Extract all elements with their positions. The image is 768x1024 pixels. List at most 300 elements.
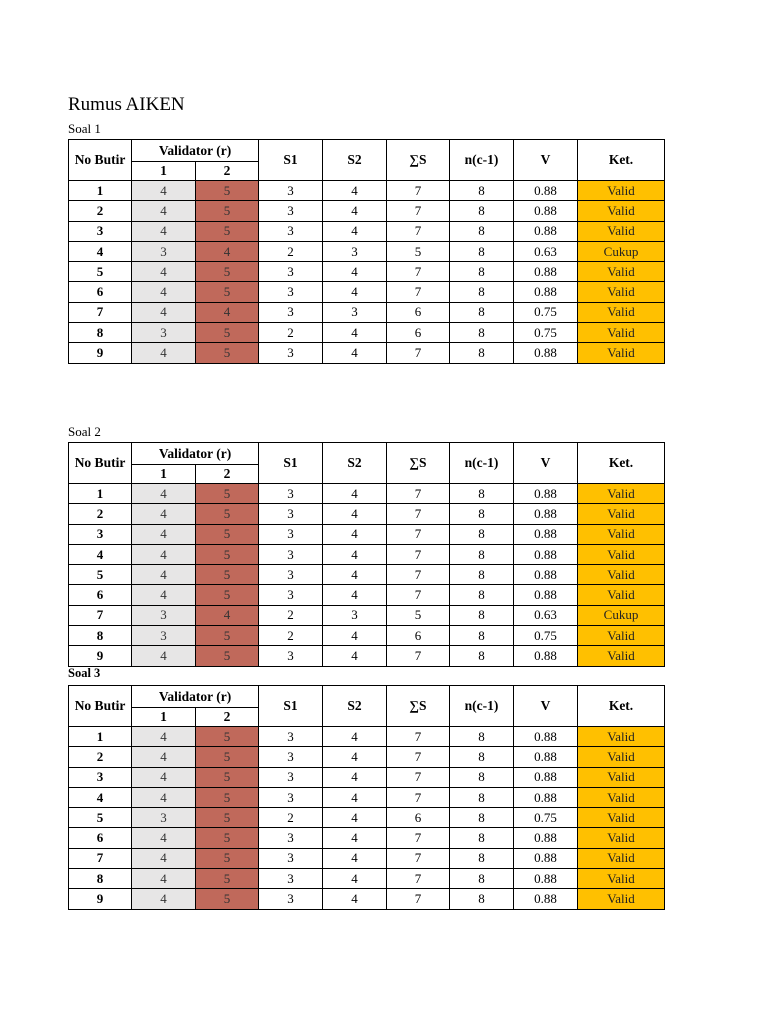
cell-ket: Valid: [578, 221, 665, 241]
cell-sum-s: 7: [387, 343, 450, 363]
cell-no-butir: 4: [69, 241, 132, 261]
cell-no-butir: 1: [69, 484, 132, 504]
cell-v: 0.88: [514, 282, 578, 302]
cell-no-butir: 2: [69, 747, 132, 767]
header-s2: S2: [323, 443, 387, 484]
cell-no-butir: 4: [69, 544, 132, 564]
cell-s1: 3: [259, 585, 323, 605]
table-row: [69, 565, 665, 585]
cell-validator-2: 5: [196, 585, 259, 605]
cell-s1: 3: [259, 343, 323, 363]
header-no-butir: No Butir: [69, 686, 132, 727]
cell-validator-1: 4: [132, 565, 196, 585]
cell-s2: 4: [323, 828, 387, 848]
table-row: [69, 241, 665, 261]
cell-sum-s: 7: [387, 869, 450, 889]
cell-s2: 4: [323, 282, 387, 302]
header-s1: S1: [259, 443, 323, 484]
cell-validator-1: 4: [132, 262, 196, 282]
cell-no-butir: 3: [69, 767, 132, 787]
cell-s2: 4: [323, 808, 387, 828]
cell-n-c-minus-1: 8: [450, 727, 514, 747]
cell-validator-1: 4: [132, 343, 196, 363]
cell-ket: Valid: [578, 767, 665, 787]
cell-s2: 4: [323, 747, 387, 767]
cell-s2: 4: [323, 889, 387, 909]
cell-s1: 3: [259, 565, 323, 585]
cell-s1: 3: [259, 646, 323, 666]
cell-s2: 4: [323, 201, 387, 221]
cell-n-c-minus-1: 8: [450, 262, 514, 282]
cell-sum-s: 6: [387, 323, 450, 343]
cell-v: 0.88: [514, 585, 578, 605]
cell-s1: 3: [259, 767, 323, 787]
cell-ket: Valid: [578, 201, 665, 221]
table-row: [69, 504, 665, 524]
aiken-table-soal-1: [68, 139, 665, 364]
cell-n-c-minus-1: 8: [450, 241, 514, 261]
cell-v: 0.88: [514, 524, 578, 544]
cell-validator-1: 4: [132, 544, 196, 564]
page-title: Rumus AIKEN: [68, 94, 185, 115]
cell-validator-1: 4: [132, 504, 196, 524]
cell-s1: 3: [259, 727, 323, 747]
cell-sum-s: 7: [387, 767, 450, 787]
cell-n-c-minus-1: 8: [450, 201, 514, 221]
cell-ket: Valid: [578, 181, 665, 201]
cell-v: 0.88: [514, 767, 578, 787]
cell-validator-2: 5: [196, 626, 259, 646]
cell-validator-1: 4: [132, 585, 196, 605]
cell-validator-1: 4: [132, 181, 196, 201]
aiken-table-soal-2: [68, 442, 665, 667]
cell-no-butir: 3: [69, 221, 132, 241]
cell-validator-2: 5: [196, 282, 259, 302]
cell-s2: 4: [323, 848, 387, 868]
header-s2: S2: [323, 140, 387, 181]
header-ket: Ket.: [578, 140, 665, 181]
cell-sum-s: 7: [387, 484, 450, 504]
cell-validator-2: 5: [196, 181, 259, 201]
cell-ket: Valid: [578, 828, 665, 848]
cell-no-butir: 2: [69, 504, 132, 524]
cell-no-butir: 7: [69, 302, 132, 322]
header-s1: S1: [259, 140, 323, 181]
cell-no-butir: 9: [69, 343, 132, 363]
cell-s2: 4: [323, 626, 387, 646]
cell-v: 0.75: [514, 808, 578, 828]
cell-validator-2: 5: [196, 848, 259, 868]
aiken-table-soal-3: [68, 685, 665, 910]
cell-v: 0.88: [514, 848, 578, 868]
cell-n-c-minus-1: 8: [450, 605, 514, 625]
table-row: [69, 626, 665, 646]
cell-s2: 4: [323, 869, 387, 889]
header-ket: Ket.: [578, 443, 665, 484]
cell-ket: Valid: [578, 544, 665, 564]
table-row: [69, 181, 665, 201]
cell-validator-2: 5: [196, 787, 259, 807]
cell-n-c-minus-1: 8: [450, 626, 514, 646]
cell-s2: 4: [323, 544, 387, 564]
cell-sum-s: 7: [387, 727, 450, 747]
cell-no-butir: 1: [69, 181, 132, 201]
cell-ket: Cukup: [578, 605, 665, 625]
cell-v: 0.75: [514, 626, 578, 646]
cell-n-c-minus-1: 8: [450, 767, 514, 787]
cell-validator-1: 4: [132, 282, 196, 302]
cell-validator-2: 4: [196, 302, 259, 322]
cell-validator-2: 5: [196, 828, 259, 848]
cell-s1: 3: [259, 221, 323, 241]
cell-validator-1: 4: [132, 747, 196, 767]
cell-ket: Valid: [578, 524, 665, 544]
cell-sum-s: 7: [387, 646, 450, 666]
cell-v: 0.63: [514, 605, 578, 625]
cell-s2: 4: [323, 504, 387, 524]
cell-s1: 3: [259, 869, 323, 889]
cell-s1: 3: [259, 524, 323, 544]
cell-s2: 4: [323, 767, 387, 787]
header-n-c-minus-1: n(c-1): [450, 686, 514, 727]
header-n-c-minus-1: n(c-1): [450, 140, 514, 181]
cell-validator-1: 4: [132, 869, 196, 889]
cell-sum-s: 7: [387, 787, 450, 807]
cell-sum-s: 7: [387, 828, 450, 848]
cell-ket: Valid: [578, 848, 665, 868]
cell-n-c-minus-1: 8: [450, 646, 514, 666]
cell-no-butir: 2: [69, 201, 132, 221]
cell-sum-s: 7: [387, 262, 450, 282]
cell-ket: Valid: [578, 727, 665, 747]
cell-s2: 4: [323, 524, 387, 544]
cell-n-c-minus-1: 8: [450, 504, 514, 524]
cell-v: 0.88: [514, 221, 578, 241]
cell-s2: 4: [323, 787, 387, 807]
cell-validator-2: 5: [196, 484, 259, 504]
cell-no-butir: 8: [69, 323, 132, 343]
cell-n-c-minus-1: 8: [450, 323, 514, 343]
cell-v: 0.88: [514, 544, 578, 564]
table-body: [69, 181, 665, 364]
cell-validator-2: 5: [196, 747, 259, 767]
cell-validator-2: 5: [196, 808, 259, 828]
table-row: [69, 828, 665, 848]
cell-s1: 2: [259, 241, 323, 261]
cell-sum-s: 7: [387, 524, 450, 544]
cell-no-butir: 4: [69, 787, 132, 807]
cell-s1: 3: [259, 889, 323, 909]
cell-s1: 3: [259, 504, 323, 524]
cell-s1: 3: [259, 302, 323, 322]
cell-ket: Valid: [578, 626, 665, 646]
cell-validator-2: 5: [196, 323, 259, 343]
table-row: [69, 343, 665, 363]
cell-validator-1: 4: [132, 727, 196, 747]
table-row: [69, 302, 665, 322]
table-row: [69, 201, 665, 221]
cell-validator-1: 4: [132, 767, 196, 787]
cell-validator-2: 5: [196, 544, 259, 564]
cell-sum-s: 5: [387, 241, 450, 261]
cell-s1: 3: [259, 262, 323, 282]
cell-no-butir: 8: [69, 626, 132, 646]
cell-n-c-minus-1: 8: [450, 585, 514, 605]
cell-s1: 3: [259, 484, 323, 504]
cell-validator-2: 5: [196, 524, 259, 544]
cell-ket: Valid: [578, 565, 665, 585]
cell-no-butir: 7: [69, 848, 132, 868]
cell-validator-1: 4: [132, 221, 196, 241]
header-validator: Validator (r): [132, 443, 259, 465]
cell-sum-s: 6: [387, 302, 450, 322]
cell-no-butir: 6: [69, 585, 132, 605]
cell-no-butir: 6: [69, 828, 132, 848]
cell-v: 0.88: [514, 565, 578, 585]
cell-s2: 4: [323, 262, 387, 282]
cell-validator-1: 3: [132, 241, 196, 261]
cell-validator-2: 5: [196, 889, 259, 909]
cell-n-c-minus-1: 8: [450, 484, 514, 504]
cell-s2: 3: [323, 241, 387, 261]
cell-sum-s: 7: [387, 565, 450, 585]
cell-v: 0.75: [514, 302, 578, 322]
cell-validator-2: 5: [196, 201, 259, 221]
cell-n-c-minus-1: 8: [450, 828, 514, 848]
cell-no-butir: 3: [69, 524, 132, 544]
cell-v: 0.88: [514, 646, 578, 666]
header-v: V: [514, 443, 578, 484]
cell-n-c-minus-1: 8: [450, 869, 514, 889]
table-row: [69, 787, 665, 807]
cell-n-c-minus-1: 8: [450, 544, 514, 564]
header-v: V: [514, 140, 578, 181]
cell-sum-s: 7: [387, 504, 450, 524]
cell-s2: 4: [323, 585, 387, 605]
table-row: [69, 727, 665, 747]
cell-n-c-minus-1: 8: [450, 282, 514, 302]
header-validator: Validator (r): [132, 140, 259, 162]
cell-validator-1: 4: [132, 848, 196, 868]
cell-n-c-minus-1: 8: [450, 848, 514, 868]
cell-s2: 4: [323, 221, 387, 241]
cell-ket: Valid: [578, 646, 665, 666]
cell-v: 0.88: [514, 262, 578, 282]
table-row: [69, 544, 665, 564]
cell-s2: 3: [323, 302, 387, 322]
cell-n-c-minus-1: 8: [450, 565, 514, 585]
table-row: [69, 848, 665, 868]
header-validator-2: 2: [196, 708, 259, 727]
cell-s2: 4: [323, 181, 387, 201]
table-row: [69, 889, 665, 909]
cell-validator-1: 3: [132, 605, 196, 625]
cell-ket: Cukup: [578, 241, 665, 261]
cell-s1: 3: [259, 181, 323, 201]
cell-validator-1: 3: [132, 808, 196, 828]
cell-sum-s: 7: [387, 848, 450, 868]
table-row: [69, 869, 665, 889]
table-body: [69, 727, 665, 910]
cell-ket: Valid: [578, 869, 665, 889]
cell-sum-s: 7: [387, 747, 450, 767]
cell-n-c-minus-1: 8: [450, 747, 514, 767]
cell-sum-s: 6: [387, 808, 450, 828]
cell-validator-2: 5: [196, 565, 259, 585]
cell-v: 0.88: [514, 869, 578, 889]
cell-s1: 2: [259, 323, 323, 343]
cell-v: 0.63: [514, 241, 578, 261]
header-sum-s: ∑S: [387, 686, 450, 727]
cell-s1: 2: [259, 605, 323, 625]
header-validator-2: 2: [196, 465, 259, 484]
cell-ket: Valid: [578, 323, 665, 343]
header-v: V: [514, 686, 578, 727]
cell-v: 0.88: [514, 747, 578, 767]
cell-s1: 3: [259, 201, 323, 221]
header-validator-1: 1: [132, 465, 196, 484]
cell-validator-2: 5: [196, 343, 259, 363]
cell-ket: Valid: [578, 262, 665, 282]
cell-s1: 3: [259, 787, 323, 807]
cell-v: 0.88: [514, 484, 578, 504]
cell-validator-2: 5: [196, 262, 259, 282]
cell-validator-2: 5: [196, 869, 259, 889]
cell-sum-s: 7: [387, 889, 450, 909]
cell-validator-2: 5: [196, 727, 259, 747]
cell-v: 0.75: [514, 323, 578, 343]
cell-validator-2: 5: [196, 221, 259, 241]
cell-no-butir: 5: [69, 262, 132, 282]
cell-v: 0.88: [514, 727, 578, 747]
cell-no-butir: 8: [69, 869, 132, 889]
cell-no-butir: 9: [69, 646, 132, 666]
cell-s2: 3: [323, 605, 387, 625]
cell-s1: 2: [259, 808, 323, 828]
cell-sum-s: 5: [387, 605, 450, 625]
cell-n-c-minus-1: 8: [450, 302, 514, 322]
header-s1: S1: [259, 686, 323, 727]
cell-n-c-minus-1: 8: [450, 181, 514, 201]
table-row: [69, 808, 665, 828]
cell-n-c-minus-1: 8: [450, 524, 514, 544]
header-no-butir: No Butir: [69, 140, 132, 181]
cell-s1: 3: [259, 828, 323, 848]
cell-validator-1: 4: [132, 828, 196, 848]
cell-sum-s: 7: [387, 282, 450, 302]
cell-validator-1: 3: [132, 323, 196, 343]
table-row: [69, 767, 665, 787]
cell-ket: Valid: [578, 808, 665, 828]
cell-ket: Valid: [578, 282, 665, 302]
cell-validator-2: 5: [196, 646, 259, 666]
table-row: [69, 747, 665, 767]
table-row: [69, 262, 665, 282]
cell-no-butir: 5: [69, 808, 132, 828]
header-sum-s: ∑S: [387, 443, 450, 484]
cell-ket: Valid: [578, 343, 665, 363]
cell-validator-1: 4: [132, 484, 196, 504]
cell-validator-1: 4: [132, 201, 196, 221]
cell-n-c-minus-1: 8: [450, 787, 514, 807]
table-row: [69, 585, 665, 605]
cell-v: 0.88: [514, 828, 578, 848]
cell-s1: 3: [259, 544, 323, 564]
cell-validator-2: 5: [196, 767, 259, 787]
section-label-soal-2: Soal 2: [68, 424, 101, 439]
cell-n-c-minus-1: 8: [450, 343, 514, 363]
cell-ket: Valid: [578, 504, 665, 524]
header-ket: Ket.: [578, 686, 665, 727]
section-label-soal-1: Soal 1: [68, 121, 101, 136]
cell-ket: Valid: [578, 302, 665, 322]
cell-validator-2: 4: [196, 605, 259, 625]
cell-sum-s: 7: [387, 181, 450, 201]
header-validator-2: 2: [196, 162, 259, 181]
cell-no-butir: 1: [69, 727, 132, 747]
table-row: [69, 484, 665, 504]
cell-ket: Valid: [578, 787, 665, 807]
header-n-c-minus-1: n(c-1): [450, 443, 514, 484]
cell-s1: 2: [259, 626, 323, 646]
cell-validator-1: 4: [132, 302, 196, 322]
section-label-soal-3: Soal 3: [68, 666, 101, 680]
cell-s2: 4: [323, 323, 387, 343]
cell-ket: Valid: [578, 585, 665, 605]
cell-ket: Valid: [578, 747, 665, 767]
cell-sum-s: 7: [387, 201, 450, 221]
cell-s2: 4: [323, 646, 387, 666]
cell-s2: 4: [323, 565, 387, 585]
cell-sum-s: 7: [387, 221, 450, 241]
cell-s2: 4: [323, 343, 387, 363]
cell-sum-s: 7: [387, 585, 450, 605]
cell-n-c-minus-1: 8: [450, 221, 514, 241]
cell-no-butir: 6: [69, 282, 132, 302]
cell-v: 0.88: [514, 343, 578, 363]
table-row: [69, 605, 665, 625]
cell-v: 0.88: [514, 889, 578, 909]
cell-s1: 3: [259, 747, 323, 767]
cell-no-butir: 5: [69, 565, 132, 585]
cell-v: 0.88: [514, 787, 578, 807]
table-row: [69, 282, 665, 302]
cell-n-c-minus-1: 8: [450, 808, 514, 828]
cell-no-butir: 7: [69, 605, 132, 625]
cell-n-c-minus-1: 8: [450, 889, 514, 909]
header-s2: S2: [323, 686, 387, 727]
cell-sum-s: 6: [387, 626, 450, 646]
cell-validator-2: 5: [196, 504, 259, 524]
cell-no-butir: 9: [69, 889, 132, 909]
table-row: [69, 524, 665, 544]
cell-v: 0.88: [514, 504, 578, 524]
header-sum-s: ∑S: [387, 140, 450, 181]
table-row: [69, 323, 665, 343]
cell-s2: 4: [323, 727, 387, 747]
cell-v: 0.88: [514, 201, 578, 221]
cell-validator-1: 4: [132, 787, 196, 807]
cell-validator-2: 4: [196, 241, 259, 261]
header-validator: Validator (r): [132, 686, 259, 708]
table-body: [69, 484, 665, 667]
cell-validator-1: 4: [132, 889, 196, 909]
table-row: [69, 221, 665, 241]
cell-s2: 4: [323, 484, 387, 504]
header-validator-1: 1: [132, 708, 196, 727]
cell-ket: Valid: [578, 484, 665, 504]
cell-validator-1: 3: [132, 626, 196, 646]
